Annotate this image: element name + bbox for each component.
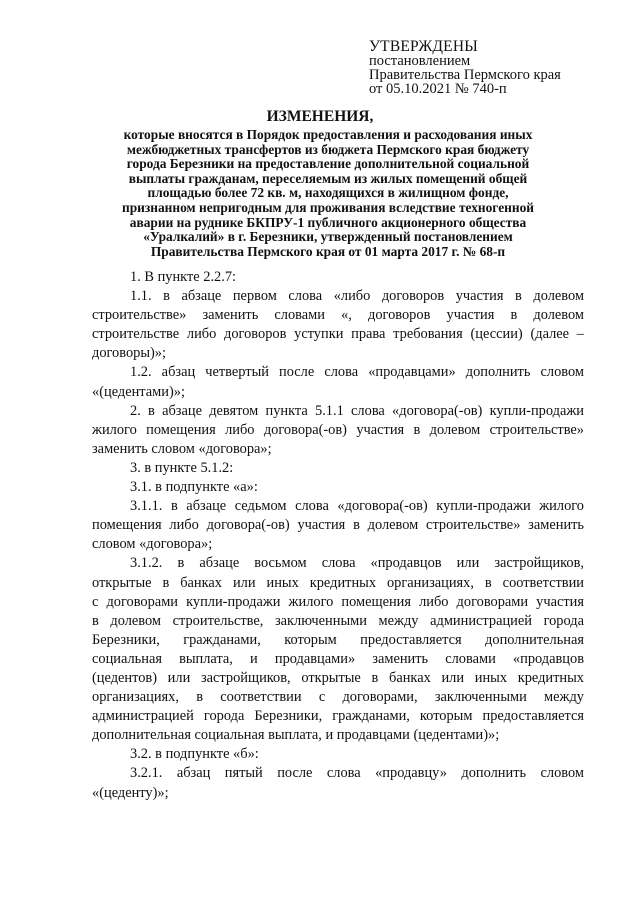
paragraph-line: 1. В пункте 2.2.7: (130, 269, 237, 285)
amendment-paragraph (92, 497, 584, 554)
subtitle-line: признанном непригодным для проживания вследствие техногенной (122, 199, 534, 215)
paragraph-line: 3.2. в подпункте «б»: (130, 746, 259, 763)
document-subtitle (98, 128, 558, 259)
paragraph-line: с договорами купли-продажи жилого помещения либо договорами участия (92, 593, 584, 610)
paragraph-line: 3.2.1. абзац пятый после слова «продавцу» дополнить словом (130, 765, 584, 782)
approval-line: Правительства Пермского края (369, 67, 561, 83)
amendment-paragraph (92, 287, 584, 363)
subtitle-line: города Березники на предоставление дополнительной социальной (126, 156, 530, 172)
paragraph-line: 2. в абзаце девятом пункта 5.1.1 слова «договора(-ов) купли-продажи (130, 402, 584, 419)
document-title: ИЗМЕНЕНИЯ, (266, 108, 374, 125)
paragraph-line: словом «договора»; (92, 536, 213, 553)
subtitle-line: площадью более 72 кв. м, находящихся в жилищном фонде, (147, 185, 509, 201)
paragraph-line: 3.1.2. в абзаце восьмом слова «продавцов или застройщиков, (130, 555, 584, 572)
paragraph-line: Березники, гражданами, которым предоставляется дополнительная (92, 631, 584, 648)
paragraph-line: 1.2. абзац четвертый после слова «продавцами» дополнить словом (130, 364, 584, 381)
paragraph-line: строительстве» заменить словами «, договоров участия в долевом (92, 307, 584, 324)
paragraph-line: 3. в пункте 5.1.2: (130, 459, 234, 476)
subtitle-line: Правительства Пермского края от 01 марта 2017 г. № 68-п (150, 243, 506, 259)
subtitle-line: аварии на руднике БКПРУ-1 публичного акционерного общества (129, 214, 527, 230)
paragraph-line: помещения либо договора(-ов) участия в долевом строительстве» заменить (92, 517, 584, 534)
amendment-paragraph (92, 363, 584, 401)
subtitle-line: выплаты гражданам, переселяемым из жилых помещений общей (128, 170, 528, 186)
subtitle-line: которые вносятся в Порядок предоставления и расходования иных (123, 127, 533, 142)
paragraph-line: социальная выплата, и продавцами» заменить словами «продавцов (92, 650, 584, 667)
paragraph-line: 3.1. в подпункте «а»: (130, 479, 258, 496)
paragraph-line: «(цедентами)»; (92, 383, 185, 400)
amendment-paragraph (92, 554, 584, 745)
paragraph-line: дополнительная социальная выплата, и продавцами (цедентами)»; (92, 727, 500, 744)
paragraph-line: договоры)»; (92, 345, 166, 362)
paragraph-line: строительстве либо договоров уступки права требования (цессии) (далее – (92, 326, 584, 343)
document-body (92, 268, 584, 803)
approval-title: УТВЕРЖДЕНЫ (369, 38, 478, 55)
approval-line: от 05.10.2021 № 740-п (369, 81, 507, 97)
paragraph-line: открытые в банках или иных кредитных организациях, в соответствии (92, 574, 584, 591)
approval-line: постановлением (369, 53, 471, 69)
paragraph-line: жилого помещения либо договора(-ов) участия в долевом строительстве» (92, 421, 584, 438)
paragraph-line: администрацией города Березники, гражданами, которым предоставляется (92, 708, 584, 725)
amendment-paragraph (92, 268, 584, 287)
paragraph-line: организациях, в соответствии с договорами, заключенными между (92, 689, 584, 706)
paragraph-line: «(цеденту)»; (92, 784, 169, 801)
paragraph-line: заменить словом «договора»; (92, 440, 272, 457)
amendment-paragraph (92, 764, 584, 802)
subtitle-line: «Уралкалий» в г. Березники, утвержденный постановлением (143, 229, 513, 245)
amendment-paragraph (92, 745, 584, 764)
approval-stamp (369, 40, 561, 96)
paragraph-line: (цедентов) или застройщиков, открытые в банках или иных кредитных (92, 669, 584, 686)
amendment-paragraph (92, 478, 584, 497)
subtitle-line: межбюджетных трансфертов из бюджета Пермского края бюджету (126, 141, 530, 157)
amendment-paragraph (92, 459, 584, 478)
paragraph-line: в долевом строительстве, заключенными между администрацией города (92, 612, 584, 629)
amendment-paragraph (92, 402, 584, 459)
paragraph-line: 1.1. в абзаце первом слова «либо договоров участия в долевом (130, 288, 584, 305)
paragraph-line: 3.1.1. в абзаце седьмом слова «договора(-ов) купли-продажи жилого (130, 498, 584, 515)
